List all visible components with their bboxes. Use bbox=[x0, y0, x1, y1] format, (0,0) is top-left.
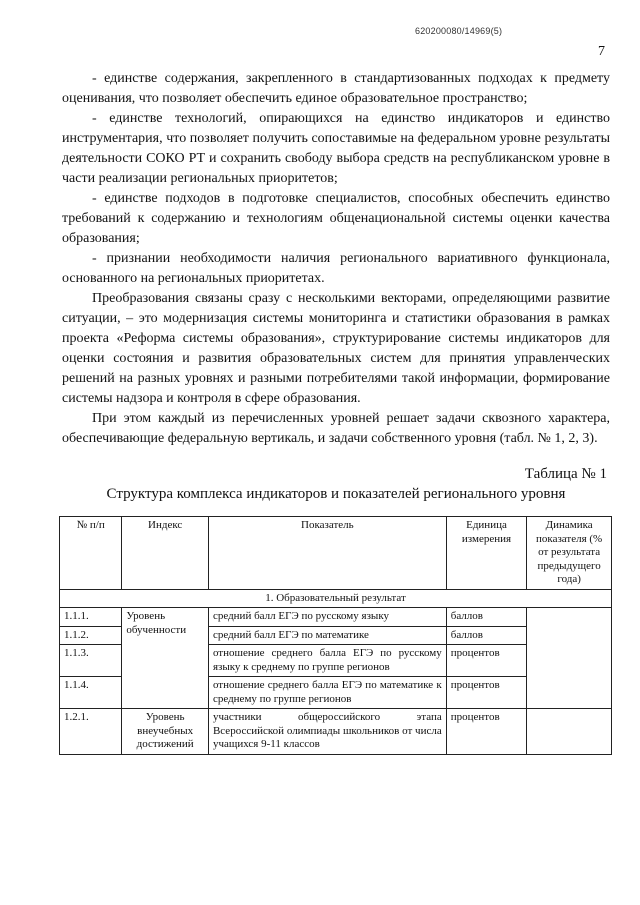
row-num: 1.2.1. bbox=[60, 709, 122, 755]
body-text bbox=[62, 69, 610, 449]
header-unit: Единица измерения bbox=[446, 517, 527, 590]
paragraph: Преобразования связаны сразу с несколькими векторами, определяющими развитие ситуации, – это модернизация системы мониторинга и статистики образования в рамках проекта «Реформа системы образования», структурирование системы индикаторов для оценки состояния и развития образовательных систем для принятия управленческих решений на разных уровнях и разными потребителями такой информации, формирование системы надзора и контроля в сфере образования. bbox=[62, 291, 610, 406]
paragraph: - единстве подходов в подготовке специалистов, способных обеспечить единство требований к содержанию и технологиям общенациональной системы оценки качества образования; bbox=[62, 191, 610, 246]
row-unit: процентов bbox=[446, 645, 527, 677]
table-row bbox=[60, 709, 612, 755]
row-indicator: отношение среднего балла ЕГЭ по математике к среднему по группе регионов bbox=[208, 677, 446, 709]
table-title: Структура комплекса индикаторов и показателей регионального уровня bbox=[106, 486, 566, 502]
row-indicator: средний балл ЕГЭ по математике bbox=[208, 626, 446, 645]
row-unit: баллов bbox=[446, 608, 527, 627]
row-dynamics bbox=[527, 608, 612, 709]
section-title: 1. Образовательный результат bbox=[60, 589, 612, 608]
row-index: Уровень обученности bbox=[122, 608, 209, 709]
row-num: 1.1.3. bbox=[60, 645, 122, 677]
row-dynamics bbox=[527, 709, 612, 755]
document-id: 620200080/14969(5) bbox=[415, 26, 503, 36]
paragraph: - признании необходимости наличия регионального вариативного функционала, основанного на региональных приоритетах. bbox=[62, 251, 610, 286]
row-indicator: средний балл ЕГЭ по русскому языку bbox=[208, 608, 446, 627]
page-number: 7 bbox=[598, 44, 605, 59]
row-indicator: отношение среднего балла ЕГЭ по русскому языку к среднему по группе регионов bbox=[208, 645, 446, 677]
section-row bbox=[60, 589, 612, 608]
row-index: Уровень внеучебных достижений bbox=[122, 709, 209, 755]
indicators-table bbox=[59, 516, 612, 755]
header-num: № п/п bbox=[60, 517, 122, 590]
table-header-row bbox=[60, 517, 612, 590]
paragraph: - единстве технологий, опирающихся на единство индикаторов и единство инструментария, что позволяет получить сопоставимые на федеральном уровне результаты деятельности СОКО РТ и сохранить свободу выбора средств на республиканском уровне в части реализации региональных приоритетов; bbox=[62, 111, 610, 186]
header-indicator: Показатель bbox=[208, 517, 446, 590]
table-row bbox=[60, 608, 612, 627]
header-dynamics: Динамика показателя (% от результата предыдущего года) bbox=[527, 517, 612, 590]
paragraph: - единстве содержания, закрепленного в стандартизованных подходах к предмету оценивания, что позволяет обеспечить единое образовательное пространство; bbox=[62, 71, 610, 106]
paragraph: При этом каждый из перечисленных уровней решает задачи сквозного характера, обеспечивающие федеральную вертикаль, и задачи собственного уровня (табл. № 1, 2, 3). bbox=[62, 411, 610, 446]
row-unit: баллов bbox=[446, 626, 527, 645]
row-num: 1.1.4. bbox=[60, 677, 122, 709]
row-num: 1.1.1. bbox=[60, 608, 122, 627]
row-unit: процентов bbox=[446, 677, 527, 709]
row-indicator: участники общероссийского этапа Всероссийской олимпиады школьников от числа учащихся 9-11 классов bbox=[208, 709, 446, 755]
row-unit: процентов bbox=[446, 709, 527, 755]
row-num: 1.1.2. bbox=[60, 626, 122, 645]
header-index: Индекс bbox=[122, 517, 209, 590]
table-label: Таблица № 1 bbox=[524, 466, 607, 482]
